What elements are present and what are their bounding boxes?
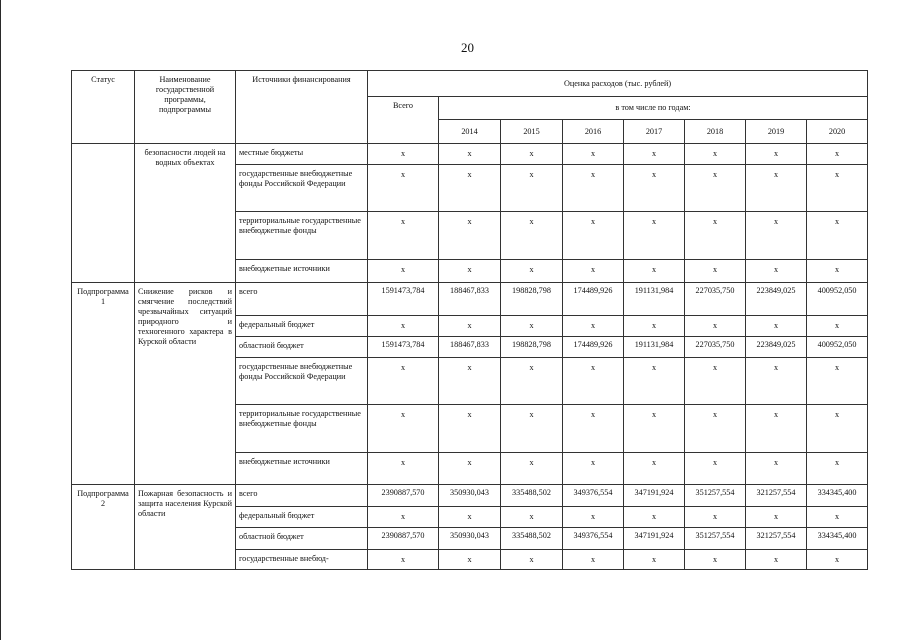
value-cell: x [501, 550, 563, 570]
source-cell: территориальные государственные внебюджетные фонды [236, 212, 368, 260]
year-header-cell: 2018 [685, 120, 746, 144]
value-cell: 351257,554 [685, 528, 746, 550]
year-header-cell: 2015 [501, 120, 563, 144]
value-cell: x [439, 212, 501, 260]
value-cell: 350930,043 [439, 528, 501, 550]
source-cell: местные бюджеты [236, 144, 368, 165]
value-cell: x [501, 358, 563, 405]
table-row [72, 283, 868, 316]
value-cell: 400952,050 [807, 337, 868, 358]
year-header-cell: 2020 [807, 120, 868, 144]
total-cell: x [368, 212, 439, 260]
value-cell: 188467,833 [439, 337, 501, 358]
value-cell: x [624, 507, 685, 528]
group-status [72, 144, 135, 283]
value-cell: 174489,926 [563, 337, 624, 358]
source-cell: всего [236, 283, 368, 316]
value-cell: x [807, 212, 868, 260]
table-row [72, 144, 868, 165]
value-cell: x [501, 212, 563, 260]
header-program-name: Наименование государственной программы, подпрограммы [135, 71, 236, 144]
value-cell: x [685, 260, 746, 283]
value-cell: x [807, 316, 868, 337]
value-cell: x [685, 144, 746, 165]
value-cell: 349376,554 [563, 528, 624, 550]
value-cell: x [807, 453, 868, 485]
value-cell: 223849,025 [746, 337, 807, 358]
value-cell: 334345,400 [807, 485, 868, 507]
value-cell: x [563, 316, 624, 337]
value-cell: x [746, 550, 807, 570]
value-cell: x [624, 405, 685, 453]
value-cell: 321257,554 [746, 528, 807, 550]
value-cell: 321257,554 [746, 485, 807, 507]
value-cell: x [685, 507, 746, 528]
value-cell: x [685, 405, 746, 453]
value-cell: x [624, 550, 685, 570]
value-cell: 347191,924 [624, 528, 685, 550]
value-cell: 349376,554 [563, 485, 624, 507]
value-cell: x [685, 358, 746, 405]
source-cell: всего [236, 485, 368, 507]
value-cell: 347191,924 [624, 485, 685, 507]
source-cell: государственные внебюджетные фонды Российской Федерации [236, 165, 368, 212]
value-cell: x [746, 165, 807, 212]
total-cell: x [368, 144, 439, 165]
value-cell: 198828,798 [501, 283, 563, 316]
value-cell: x [746, 405, 807, 453]
value-cell: x [807, 358, 868, 405]
value-cell: x [439, 550, 501, 570]
value-cell: 191131,984 [624, 283, 685, 316]
total-cell: 2390887,570 [368, 485, 439, 507]
value-cell: x [439, 316, 501, 337]
source-cell: областной бюджет [236, 337, 368, 358]
value-cell: x [439, 507, 501, 528]
value-cell: x [501, 405, 563, 453]
total-cell: 1591473,784 [368, 337, 439, 358]
value-cell: x [746, 212, 807, 260]
source-cell: федеральный бюджет [236, 316, 368, 337]
year-header-cell: 2014 [439, 120, 501, 144]
header-estimate: Оценка расходов (тыс. рублей) [368, 71, 868, 97]
value-cell: x [624, 316, 685, 337]
total-cell: x [368, 260, 439, 283]
value-cell: x [563, 358, 624, 405]
value-cell: 334345,400 [807, 528, 868, 550]
source-cell: внебюджетные источники [236, 260, 368, 283]
table-row [72, 485, 868, 507]
value-cell: x [746, 144, 807, 165]
value-cell: 351257,554 [685, 485, 746, 507]
page-edge-line [0, 0, 1, 640]
value-cell: x [563, 212, 624, 260]
value-cell: 191131,984 [624, 337, 685, 358]
group-program-name: Снижение рисков и смягчение последствий чрезвычайных ситуаций природного и техногенного характера в Курской области [135, 283, 236, 485]
value-cell: x [501, 507, 563, 528]
header-status: Статус [72, 71, 135, 144]
value-cell: x [624, 358, 685, 405]
total-cell: 1591473,784 [368, 283, 439, 316]
total-cell: x [368, 405, 439, 453]
value-cell: x [807, 260, 868, 283]
value-cell: x [563, 165, 624, 212]
value-cell: x [685, 212, 746, 260]
group-program-name: безопасности людей на водных объектах [135, 144, 236, 283]
value-cell: x [685, 165, 746, 212]
value-cell: x [439, 358, 501, 405]
value-cell: x [501, 316, 563, 337]
source-cell: государственные внебюд- [236, 550, 368, 570]
source-cell: территориальные государственные внебюджетные фонды [236, 405, 368, 453]
value-cell: x [807, 165, 868, 212]
value-cell: 335488,502 [501, 485, 563, 507]
value-cell: x [685, 316, 746, 337]
value-cell: x [624, 165, 685, 212]
value-cell: x [501, 165, 563, 212]
value-cell: x [439, 453, 501, 485]
value-cell: 400952,050 [807, 283, 868, 316]
value-cell: x [624, 260, 685, 283]
value-cell: 350930,043 [439, 485, 501, 507]
value-cell: x [563, 507, 624, 528]
value-cell: x [501, 453, 563, 485]
value-cell: x [439, 165, 501, 212]
value-cell: x [501, 144, 563, 165]
value-cell: x [746, 316, 807, 337]
budget-table [71, 70, 868, 570]
value-cell: x [624, 144, 685, 165]
header-total: Всего [368, 97, 439, 144]
header-including-by-years: в том числе по годам: [439, 97, 868, 120]
group-status: Подпрограмма 1 [72, 283, 135, 485]
value-cell: x [563, 453, 624, 485]
value-cell: x [624, 212, 685, 260]
group-program-name: Пожарная безопасность и защита населения Курской области [135, 485, 236, 570]
value-cell: x [807, 144, 868, 165]
source-cell: внебюджетные источники [236, 453, 368, 485]
source-cell: федеральный бюджет [236, 507, 368, 528]
total-cell: x [368, 316, 439, 337]
total-cell: x [368, 507, 439, 528]
value-cell: x [439, 144, 501, 165]
year-header-cell: 2019 [746, 120, 807, 144]
source-cell: государственные внебюджетные фонды Российской Федерации [236, 358, 368, 405]
value-cell: x [746, 453, 807, 485]
total-cell: 2390887,570 [368, 528, 439, 550]
page-number: 20 [461, 40, 474, 55]
value-cell: 223849,025 [746, 283, 807, 316]
value-cell: 198828,798 [501, 337, 563, 358]
value-cell: x [439, 405, 501, 453]
total-cell: x [368, 358, 439, 405]
value-cell: x [746, 260, 807, 283]
value-cell: x [439, 260, 501, 283]
value-cell: x [685, 453, 746, 485]
value-cell: x [746, 507, 807, 528]
value-cell: x [563, 550, 624, 570]
value-cell: x [685, 550, 746, 570]
header-sources: Источники финансирования [236, 71, 368, 144]
total-cell: x [368, 165, 439, 212]
value-cell: x [501, 260, 563, 283]
value-cell: x [807, 550, 868, 570]
total-cell: x [368, 550, 439, 570]
value-cell: x [563, 260, 624, 283]
group-status: Подпрограмма 2 [72, 485, 135, 570]
value-cell: 335488,502 [501, 528, 563, 550]
value-cell: 188467,833 [439, 283, 501, 316]
value-cell: x [624, 453, 685, 485]
total-cell: x [368, 453, 439, 485]
value-cell: x [746, 358, 807, 405]
source-cell: областной бюджет [236, 528, 368, 550]
year-header-cell: 2017 [624, 120, 685, 144]
value-cell: x [807, 405, 868, 453]
value-cell: x [563, 144, 624, 165]
value-cell: x [807, 507, 868, 528]
value-cell: 174489,926 [563, 283, 624, 316]
value-cell: 227035,750 [685, 337, 746, 358]
value-cell: 227035,750 [685, 283, 746, 316]
value-cell: x [563, 405, 624, 453]
header-row-1 [72, 71, 868, 97]
year-header-cell: 2016 [563, 120, 624, 144]
